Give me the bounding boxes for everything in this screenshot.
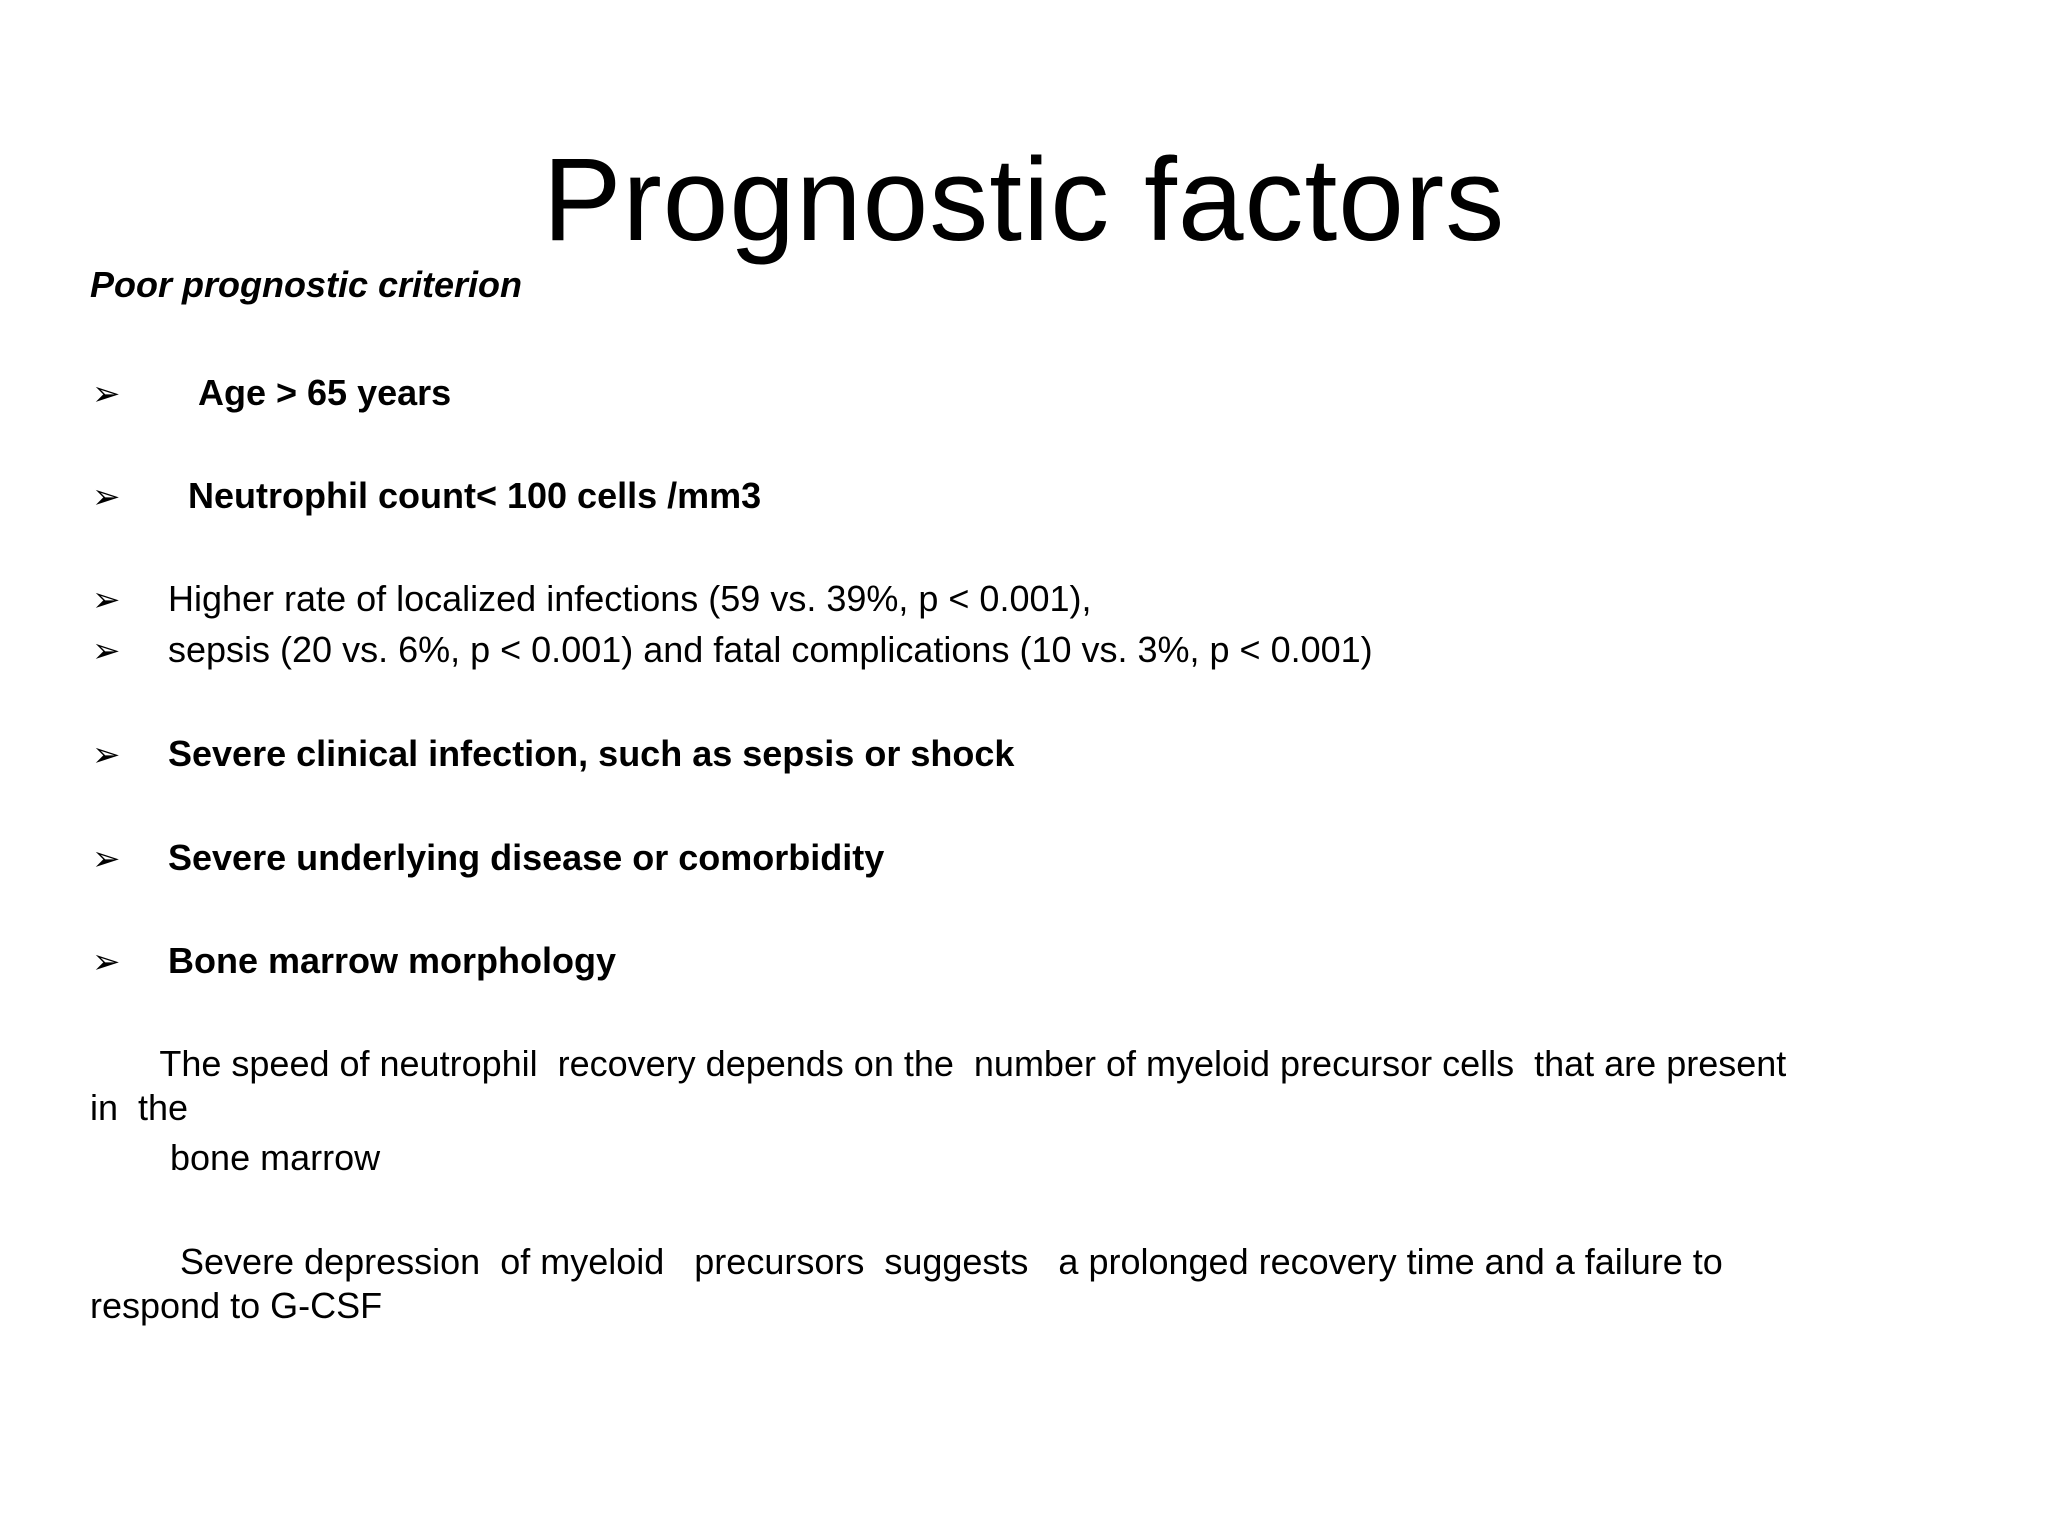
bullet-text: Higher rate of localized infections (59 vs. 39%, p < 0.001), [168,578,1092,619]
bullet-text: Severe underlying disease or comorbidity [168,837,885,878]
paragraph-myeloid-depression-line2: respond to G-CSF [90,1285,383,1326]
bullet-text: Bone marrow morphology [168,940,617,981]
paragraph-myeloid-depression-line1: Severe depression of myeloid precursors suggests a prolonged recovery time and a failure to [90,1241,1723,1282]
bullet-item-age [92,370,451,417]
bullet-item-severe-clinical-infection [92,731,1014,778]
paragraph-neutrophil-recovery-line1: The speed of neutrophil recovery depends on the number of myeloid precursor cells that are present [90,1043,1787,1084]
slide-subtitle: Poor prognostic criterion [90,264,523,305]
paragraph-neutrophil-recovery-line2: in the [90,1087,189,1128]
paragraph-neutrophil-recovery-line3: bone marrow [90,1137,381,1178]
bullet-text: sepsis (20 vs. 6%, p < 0.001) and fatal complications (10 vs. 3%, p < 0.001) [168,629,1373,670]
bullet-item-underlying-disease [92,835,884,882]
arrow-bullet-icon: ➢ [92,478,121,516]
arrow-bullet-icon: ➢ [92,375,121,413]
bullet-item-localized-infections [92,576,1092,623]
bullet-text: Neutrophil count< 100 cells /mm3 [188,475,762,516]
bullet-text: Severe clinical infection, such as sepsis or shock [168,733,1015,774]
arrow-bullet-icon: ➢ [92,581,121,619]
arrow-bullet-icon: ➢ [92,736,121,774]
slide-title: Prognostic factors [542,134,1506,266]
arrow-bullet-icon: ➢ [92,840,121,878]
arrow-bullet-icon: ➢ [92,632,121,670]
bullet-item-sepsis [92,627,1373,674]
arrow-bullet-icon: ➢ [92,943,121,981]
bullet-item-neutrophil-count [92,473,761,520]
bullet-text: Age > 65 years [198,372,452,413]
bullet-item-bone-marrow-morphology [92,938,616,985]
